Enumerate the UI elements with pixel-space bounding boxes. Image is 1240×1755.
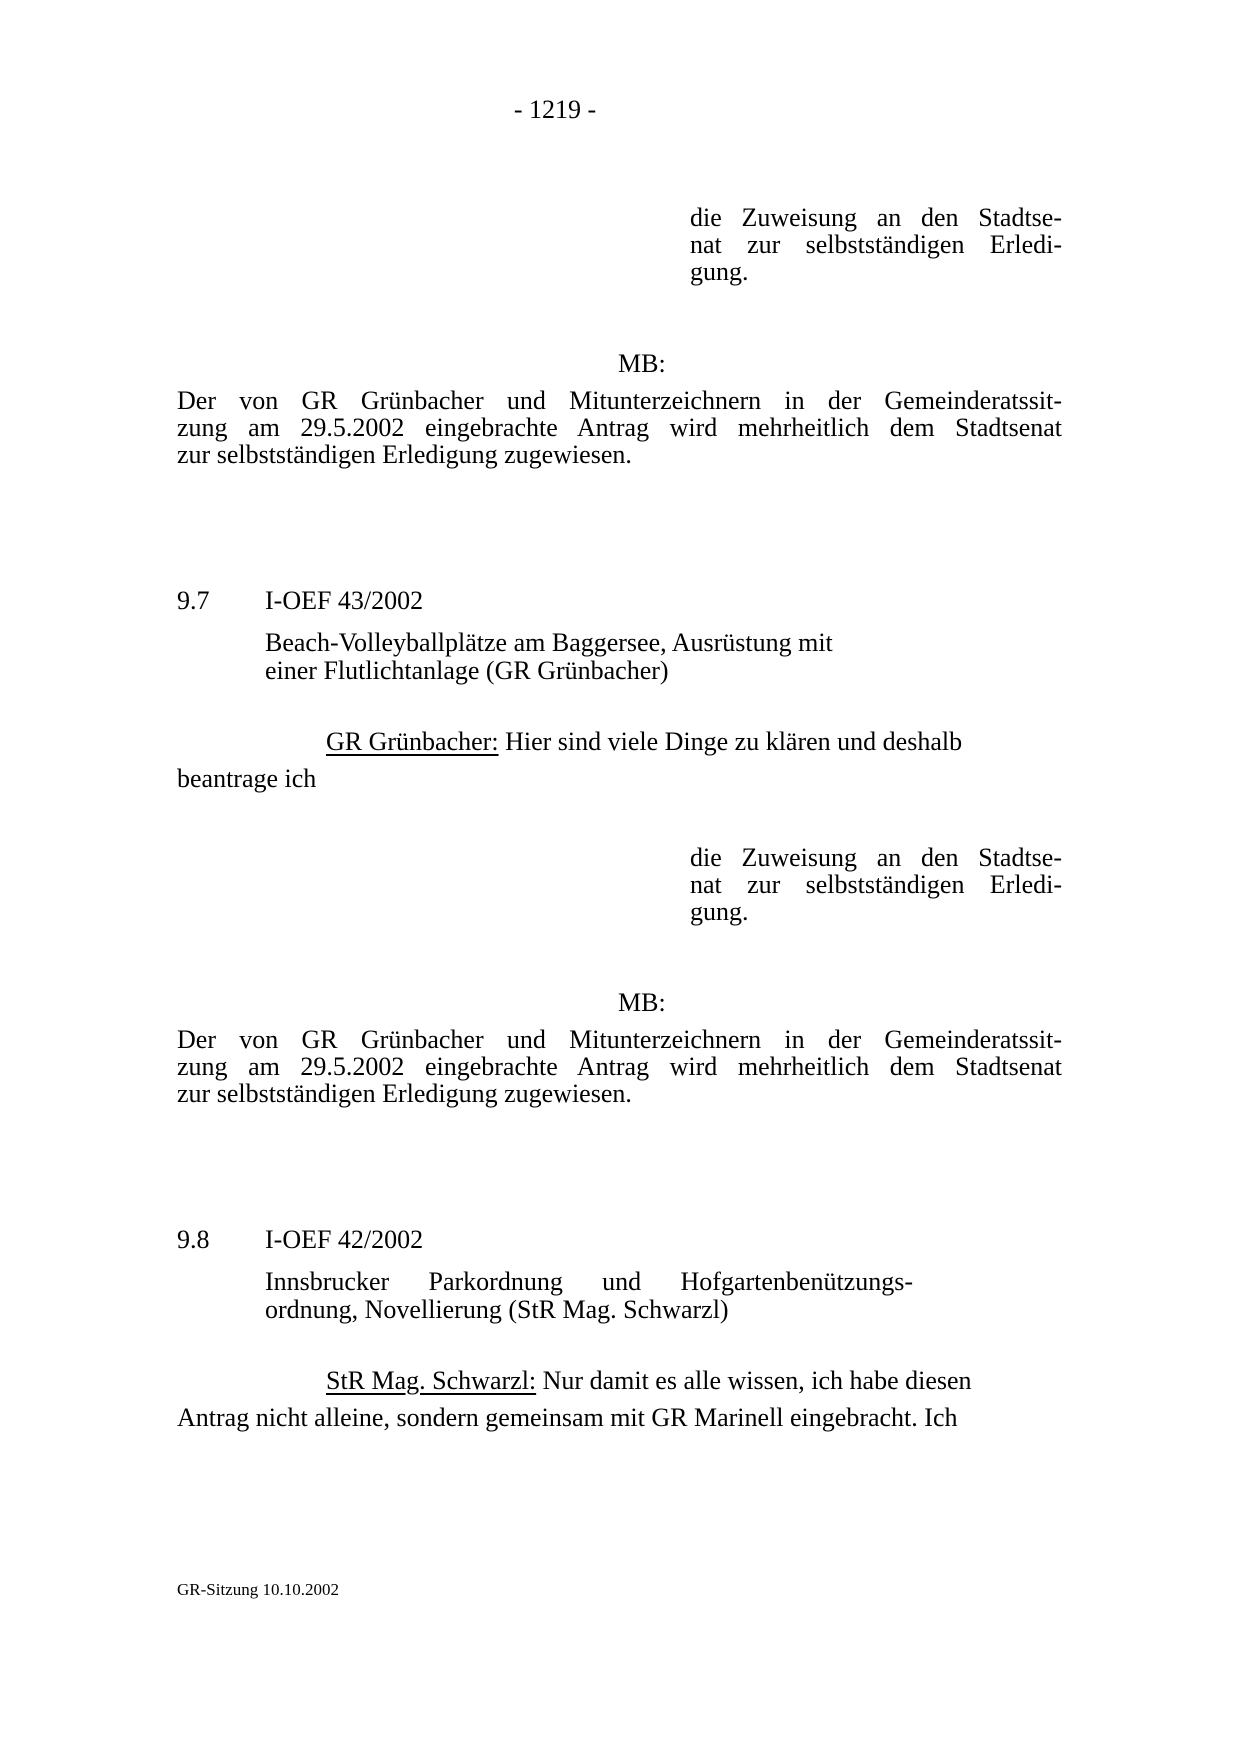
resolution-line: zur selbstständigen Erledigung zugewiesen. [177, 1079, 632, 1108]
resolution-line: zung am 29.5.2002 eingebrachte Antrag wird mehrheitlich dem Stadtsenat [177, 1052, 1062, 1081]
item-code: I-OEF 43/2002 [265, 586, 424, 615]
item-title-line: einer Flutlichtanlage (GR Grünbacher) [265, 656, 669, 685]
mb-label: MB: [618, 988, 666, 1017]
motion-line: nat zur selbstständigen Erledi- [690, 230, 1062, 259]
speaker-name: GR Grünbacher: [326, 727, 499, 756]
resolution-line: Der von GR Grünbacher und Mitunterzeichnern in der Gemeinderatssit- [177, 1025, 1062, 1054]
speech-line [326, 1366, 972, 1396]
page-number: - 1219 - [513, 95, 597, 124]
mb-label: MB: [618, 349, 666, 378]
item-number: 9.7 [177, 586, 210, 615]
item-number: 9.8 [177, 1225, 210, 1254]
motion-line: die Zuweisung an den Stadtse- [690, 203, 1062, 232]
item-title-line: Innsbrucker Parkordnung und Hofgartenbenützungs- [265, 1267, 913, 1296]
motion-line: gung. [690, 897, 749, 926]
speaker-name: StR Mag. Schwarzl: [326, 1366, 537, 1395]
speech-text: Hier sind viele Dinge zu klären und deshalb [498, 727, 963, 756]
motion-line: nat zur selbstständigen Erledi- [690, 870, 1062, 899]
speech-text: Nur damit es alle wissen, ich habe diesen [536, 1366, 972, 1395]
footer-session-label: GR-Sitzung 10.10.2002 [177, 1580, 339, 1599]
resolution-line: zur selbstständigen Erledigung zugewiesen. [177, 440, 632, 469]
speech-line [326, 727, 962, 757]
item-code: I-OEF 42/2002 [265, 1225, 424, 1254]
resolution-line: zung am 29.5.2002 eingebrachte Antrag wird mehrheitlich dem Stadtsenat [177, 413, 1062, 442]
item-title-line: ordnung, Novellierung (StR Mag. Schwarzl) [265, 1295, 729, 1324]
motion-line: gung. [690, 257, 749, 286]
motion-line: die Zuweisung an den Stadtse- [690, 843, 1062, 872]
item-title-line: Beach-Volleyballplätze am Baggersee, Ausrüstung mit [265, 628, 833, 657]
speech-line: beantrage ich [177, 764, 317, 793]
speech-line: Antrag nicht alleine, sondern gemeinsam mit GR Marinell eingebracht. Ich [177, 1403, 958, 1432]
resolution-line: Der von GR Grünbacher und Mitunterzeichnern in der Gemeinderatssit- [177, 386, 1062, 415]
